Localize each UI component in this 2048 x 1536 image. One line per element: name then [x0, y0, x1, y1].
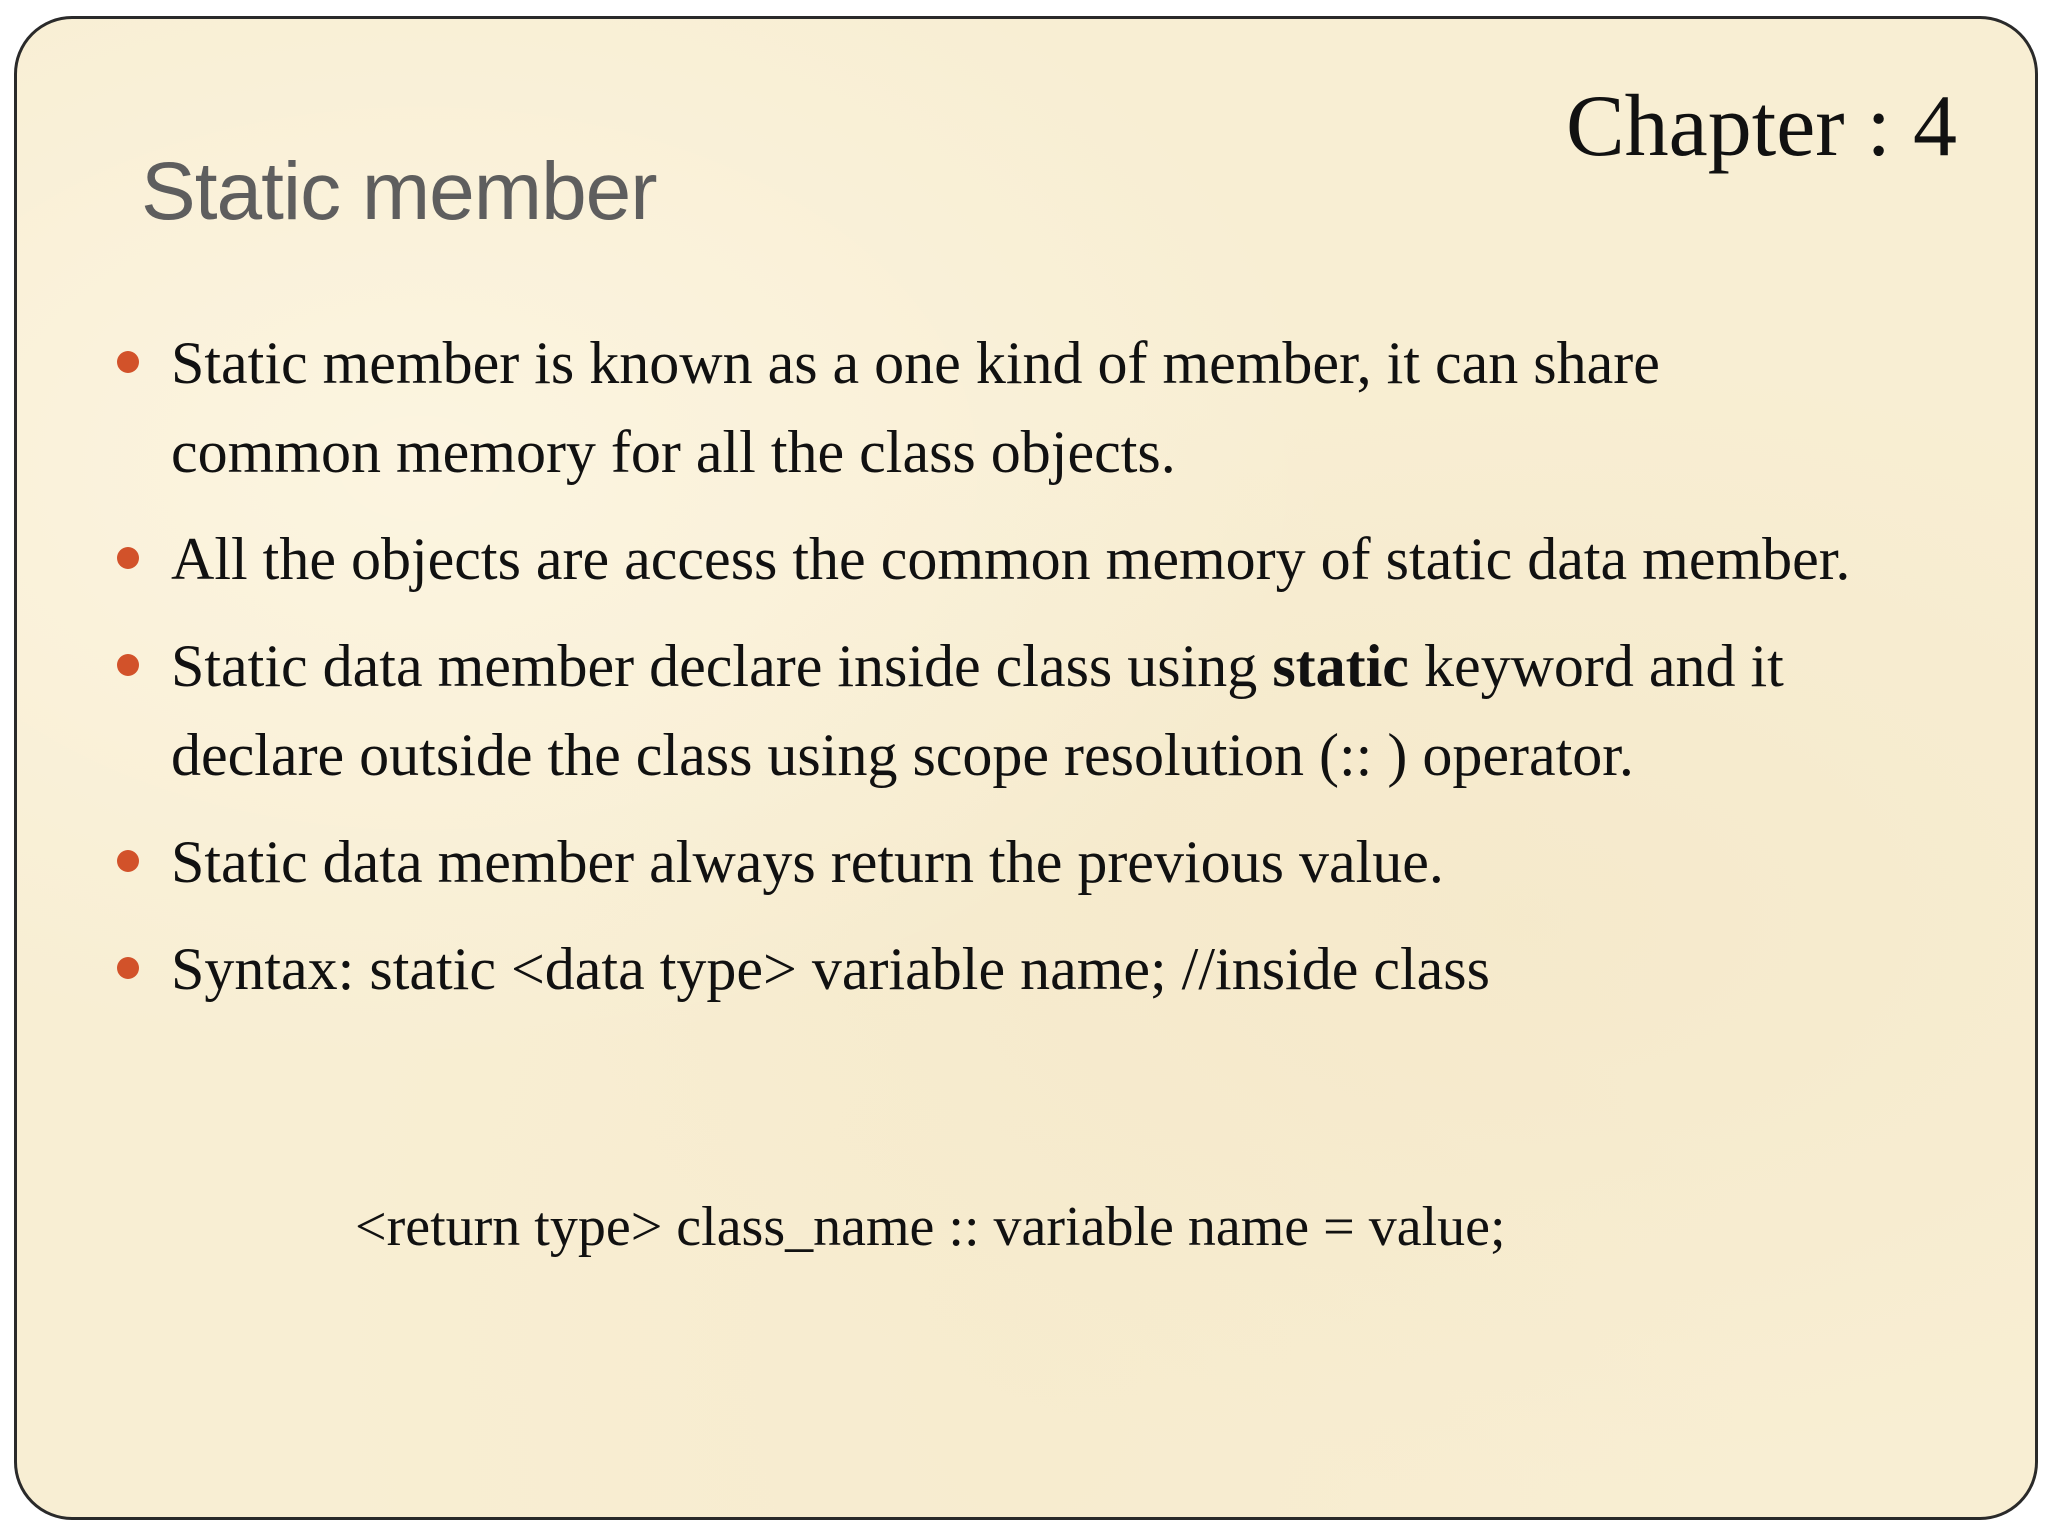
bullet-text-before: Static data member declare inside class using: [171, 633, 1273, 699]
bullet-dot-icon: [117, 351, 139, 373]
slide-content: [117, 319, 1857, 1032]
bullet-text: Static data member always return the previous value.: [171, 829, 1444, 895]
bullet-item-1: [117, 319, 1857, 497]
bullet-dot-icon: [117, 547, 139, 569]
bullet-text-after: keyword and it declare outside the class using scope resolution (:: ) operator.: [171, 633, 1784, 788]
keyword-static: static: [1272, 633, 1409, 699]
bullet-text: Static member is known as a one kind of member, it can share common memory for all the class objects.: [171, 330, 1660, 485]
bullet-item-2: [117, 515, 1857, 604]
bullet-dot-icon: [117, 850, 139, 872]
bullet-text: All the objects are access the common memory of static data member.: [171, 526, 1851, 592]
slide-title: Static member: [141, 146, 657, 237]
bullet-item-5: [117, 925, 1857, 1014]
syntax-definition-line: <return type> class_name :: variable name = value;: [355, 1196, 1506, 1258]
bullet-text: Syntax: static <data type> variable name; //inside class: [171, 936, 1490, 1002]
bullet-list: [117, 319, 1857, 1014]
bullet-dot-icon: [117, 957, 139, 979]
slide: [14, 16, 2038, 1520]
bullet-dot-icon: [117, 654, 139, 676]
chapter-label: Chapter : 4: [1565, 78, 1957, 175]
bullet-item-4: [117, 818, 1857, 907]
bullet-item-3: [117, 622, 1857, 800]
